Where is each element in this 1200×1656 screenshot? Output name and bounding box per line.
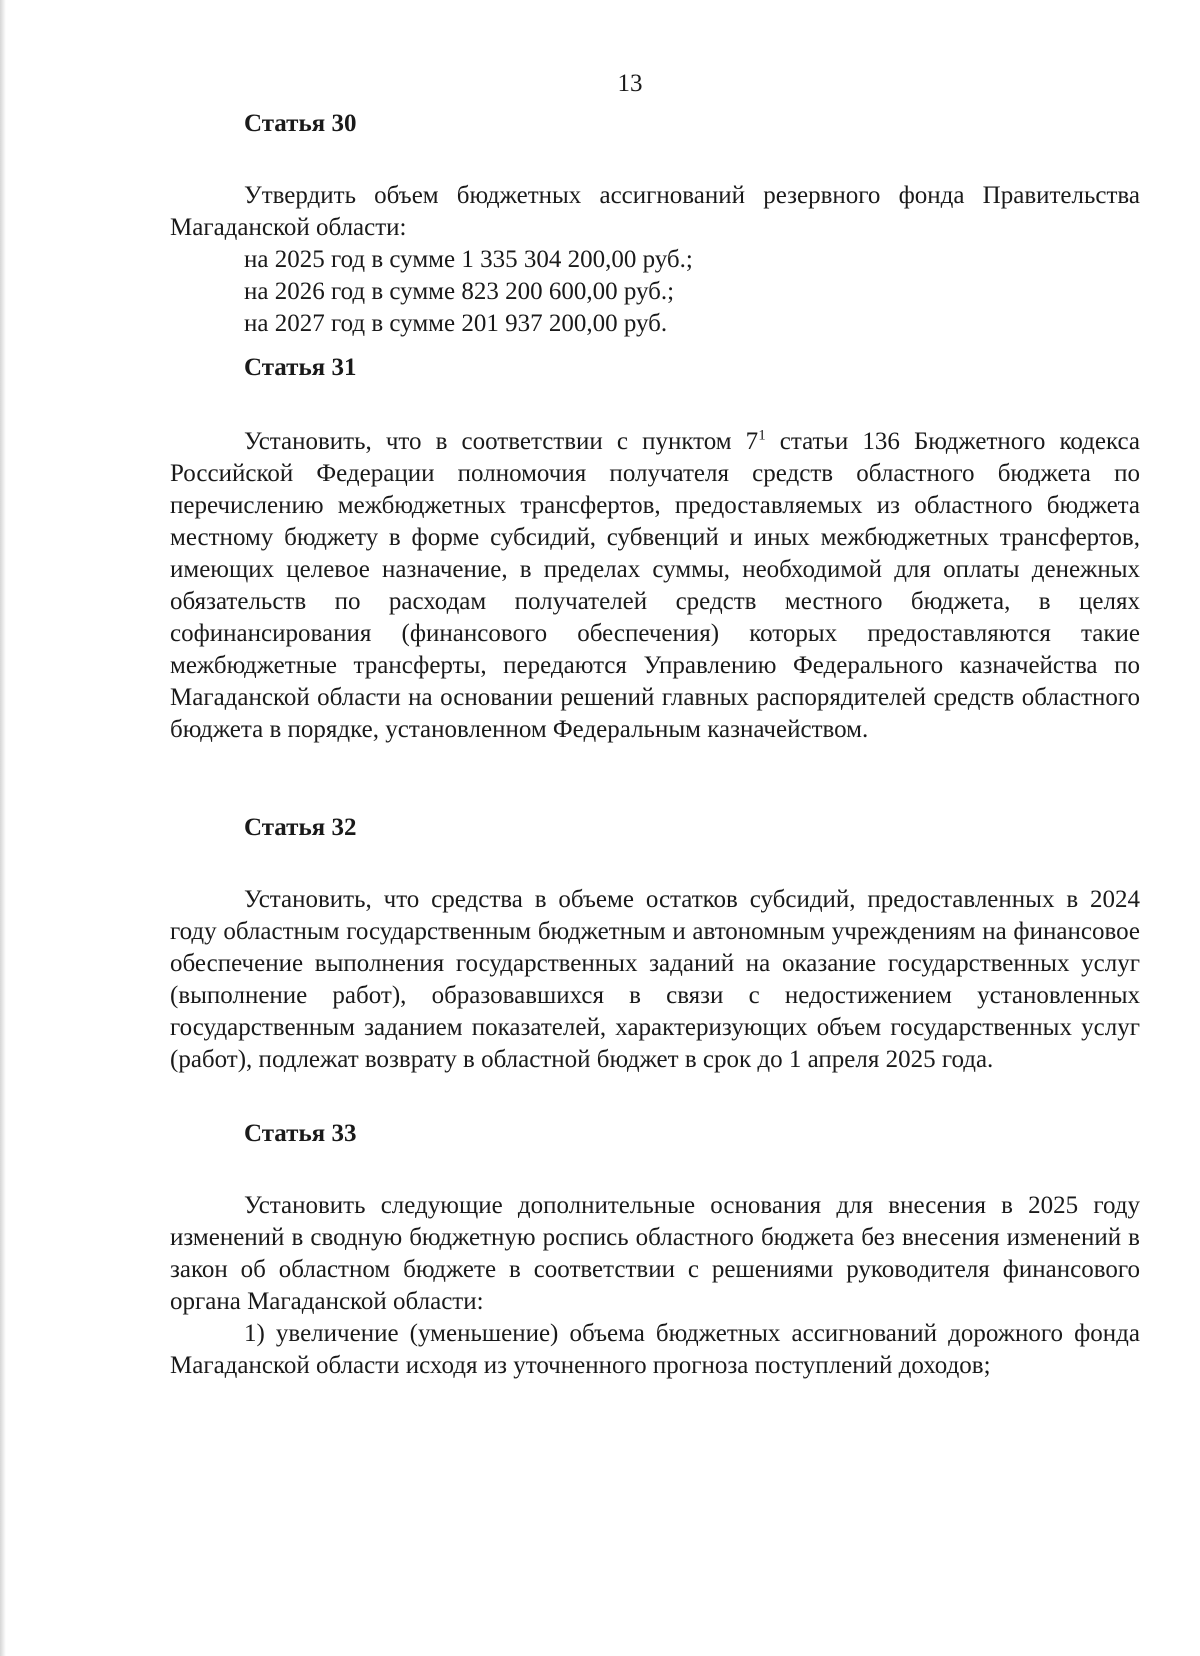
scan-edge: [0, 0, 6, 1656]
article-31-title: Статья 31: [244, 354, 357, 381]
article-30-line-2025: на 2025 год в сумме 1 335 304 200,00 руб.;: [244, 246, 693, 273]
article-31: [170, 352, 1140, 746]
article-31-text-start: Установить, что в соответствии с пунктом 7: [244, 428, 759, 455]
article-33-item-1: 1) увеличение (уменьшение) объема бюджетных ассигнований дорожного фонда Магаданской области исходя из уточненного прогноза поступлений доходов;: [170, 1320, 1140, 1379]
article-30-line-2026: на 2026 год в сумме 823 200 600,00 руб.;: [244, 278, 675, 305]
article-30: [170, 108, 1140, 340]
article-32-title: Статья 32: [244, 814, 357, 841]
article-30-title: Статья 30: [244, 110, 357, 137]
article-32-text: Установить, что средства в объеме остатков субсидий, предоставленных в 2024 году областным государственным бюджетным и автономным учреждениям на финансовое обеспечение выполнения государственных заданий на оказание государственных услуг (выполнение работ), образовавшихся в связи с недостижением установленных государственным заданием показателей, характеризующих объем государственных услуг (работ), подлежат возврату в областной бюджет в срок до 1 апреля 2025 года.: [170, 886, 1140, 1073]
article-30-intro: Утвердить объем бюджетных ассигнований резервного фонда Правительства Магаданской области:: [170, 182, 1140, 241]
article-33-title: Статья 33: [244, 1120, 357, 1147]
article-31-superscript: 1: [758, 427, 766, 444]
article-31-text-rest: статьи 136 Бюджетного кодекса Российской Федерации полномочия получателя средств областного бюджета по перечислению межбюджетных трансфертов, предоставляемых из областного бюджета местному бюджету в форме субсидий, субвенций и иных межбюджетных трансфертов, имеющих целевое назначение, в пределах суммы, необходимой для оплаты денежных обязательств по расходам получателей средств местного бюджета, в целях софинансирования (финансового обеспечения) которых предоставляются такие межбюджетные трансферты, передаются Управлению Федерального казначейства по Магаданской области на основании решений главных распорядителей средств областного бюджета в порядке, установленном Федеральным казначейством.: [170, 428, 1141, 743]
article-31-text: [170, 426, 1140, 746]
article-32: [170, 812, 1140, 1076]
article-33: [170, 1118, 1140, 1382]
article-30-line-2027: на 2027 год в сумме 201 937 200,00 руб.: [244, 310, 668, 337]
article-33-intro: Установить следующие дополнительные основания для внесения в 2025 году изменений в сводную бюджетную роспись областного бюджета без внесения изменений в закон об областном бюджете в соответствии с решениями руководителя финансового органа Магаданской области:: [170, 1192, 1140, 1315]
page-number: 13: [617, 70, 643, 97]
